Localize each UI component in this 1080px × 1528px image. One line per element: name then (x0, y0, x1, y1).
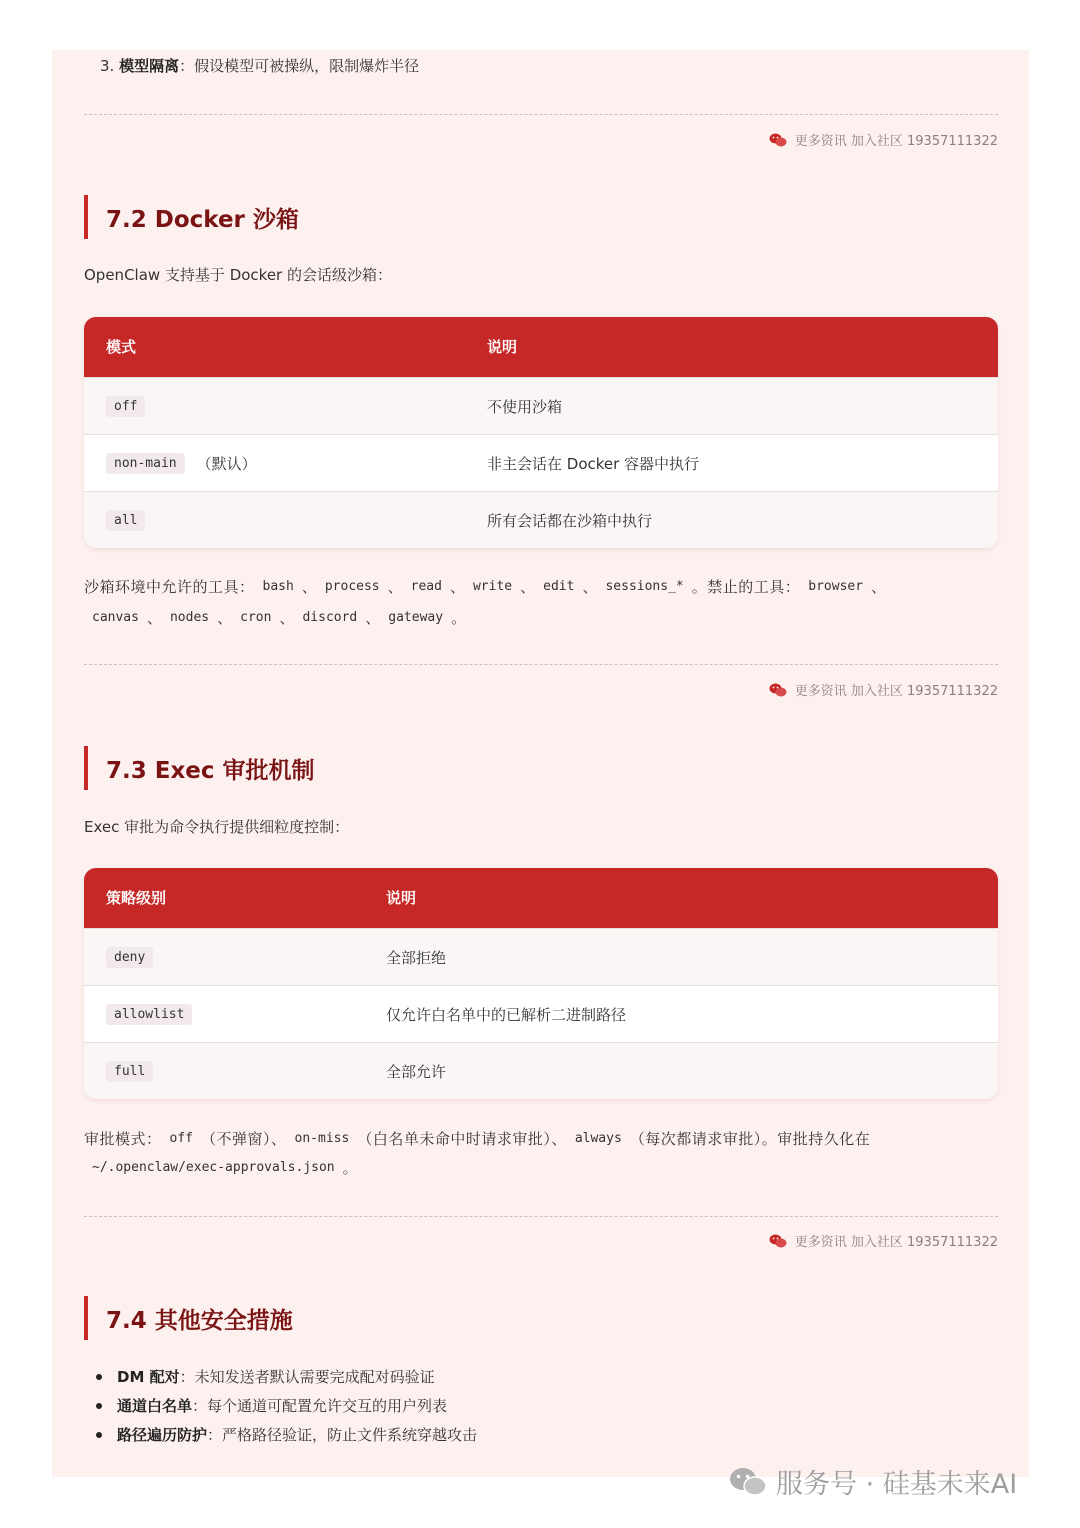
docker-sandbox-table (84, 317, 998, 548)
section-heading-7-3: 7.3 Exec 审批机制 (84, 746, 315, 790)
code-value: off (106, 396, 145, 417)
table-row (84, 928, 998, 985)
table-cell: 非主会话在 Docker 容器中执行 (487, 454, 700, 473)
code-value: non-main (106, 453, 185, 474)
default-note: （默认） (196, 454, 257, 473)
bullet-icon (96, 1374, 102, 1380)
promo-line: 更多资讯 加入社区 19357111322 (769, 680, 998, 699)
promo-line: 更多资讯 加入社区 19357111322 (769, 1231, 998, 1250)
section-divider (84, 664, 998, 665)
promo-line: 更多资讯 加入社区 19357111322 (769, 130, 998, 149)
approval-modes-line-2: ~/.openclaw/exec-approvals.json 。 (84, 1157, 1004, 1178)
security-measures-list (96, 1362, 477, 1449)
table-header-cell: 模式 (106, 338, 137, 356)
section-heading-7-2: 7.2 Docker 沙箱 (84, 195, 299, 239)
sandbox-tools-line-1: 沙箱环境中允许的工具： bash 、 process 、 read 、 write 、 edit 、 sessions_* 。禁止的工具： browser 、 (84, 578, 887, 596)
tool-name: gateway (388, 610, 444, 625)
sandbox-tools-line-2: canvas 、 nodes 、 cron 、 discord 、 gateway 。 (84, 607, 1004, 628)
table-row (84, 434, 998, 491)
section-intro: OpenClaw 支持基于 Docker 的会话级沙箱： (84, 266, 392, 284)
tool-name: cron (240, 610, 272, 625)
list-item: 通道白名单 ：每个通道可配置允许交互的用户列表 (96, 1391, 477, 1420)
tool-name: canvas (92, 610, 139, 625)
mode-name: on-miss (294, 1131, 350, 1146)
table-cell: 全部允许 (386, 1062, 447, 1081)
bullet-icon (96, 1403, 102, 1409)
table-cell: 所有会话都在沙箱中执行 (487, 511, 653, 530)
account-watermark: 服务号 · 硅基未来AI (728, 1462, 1017, 1501)
code-value: allowlist (106, 1004, 192, 1025)
list-item-model-isolation: 3. 模型隔离：假设模型可被操纵，限制爆炸半径 (100, 57, 420, 75)
table-cell: 全部拒绝 (386, 948, 447, 967)
section-divider (84, 114, 998, 115)
table-row (84, 377, 998, 434)
table-row (84, 491, 998, 548)
table-header (84, 868, 998, 928)
list-item: 路径遍历防护 ：严格路径验证，防止文件系统穿越攻击 (96, 1420, 477, 1449)
bullet-icon (96, 1432, 102, 1438)
mode-name: always (574, 1131, 622, 1146)
tool-name: bash (262, 579, 294, 594)
section-divider (84, 1216, 998, 1217)
table-header-cell: 策略级别 (106, 889, 167, 907)
tool-name: sessions_* (605, 579, 684, 594)
tool-name: discord (302, 610, 358, 625)
tool-name: write (472, 579, 513, 594)
section-intro: Exec 审批为命令执行提供细粒度控制： (84, 818, 350, 836)
tool-name: nodes (169, 610, 210, 625)
wechat-icon (769, 133, 787, 147)
wechat-icon (769, 683, 787, 697)
mode-name: off (169, 1131, 193, 1146)
wechat-icon (728, 1466, 768, 1498)
tool-name: read (410, 579, 442, 594)
list-item: DM 配对 ：未知发送者默认需要完成配对码验证 (96, 1362, 477, 1391)
table-row (84, 1042, 998, 1099)
table-cell: 不使用沙箱 (487, 397, 563, 416)
tool-name: browser (808, 579, 864, 594)
code-value: deny (106, 947, 153, 968)
code-value: full (106, 1061, 153, 1082)
tool-name: process (324, 579, 380, 594)
table-header-cell: 说明 (487, 338, 518, 356)
code-value: all (106, 510, 145, 531)
section-heading-7-4: 7.4 其他安全措施 (84, 1296, 293, 1340)
file-path: ~/.openclaw/exec-approvals.json (92, 1160, 335, 1175)
table-header (84, 317, 998, 377)
table-header-cell: 说明 (386, 889, 417, 907)
table-cell: 仅允许白名单中的已解析二进制路径 (386, 1005, 627, 1024)
table-row (84, 985, 998, 1042)
tool-name: edit (543, 579, 575, 594)
approval-modes-line-1: 审批模式： off （不弹窗）、 on-miss （白名单未命中时请求审批）、 always （每次都请求审批）。审批持久化在 (84, 1130, 871, 1148)
wechat-icon (769, 1234, 787, 1248)
exec-approval-table (84, 868, 998, 1099)
